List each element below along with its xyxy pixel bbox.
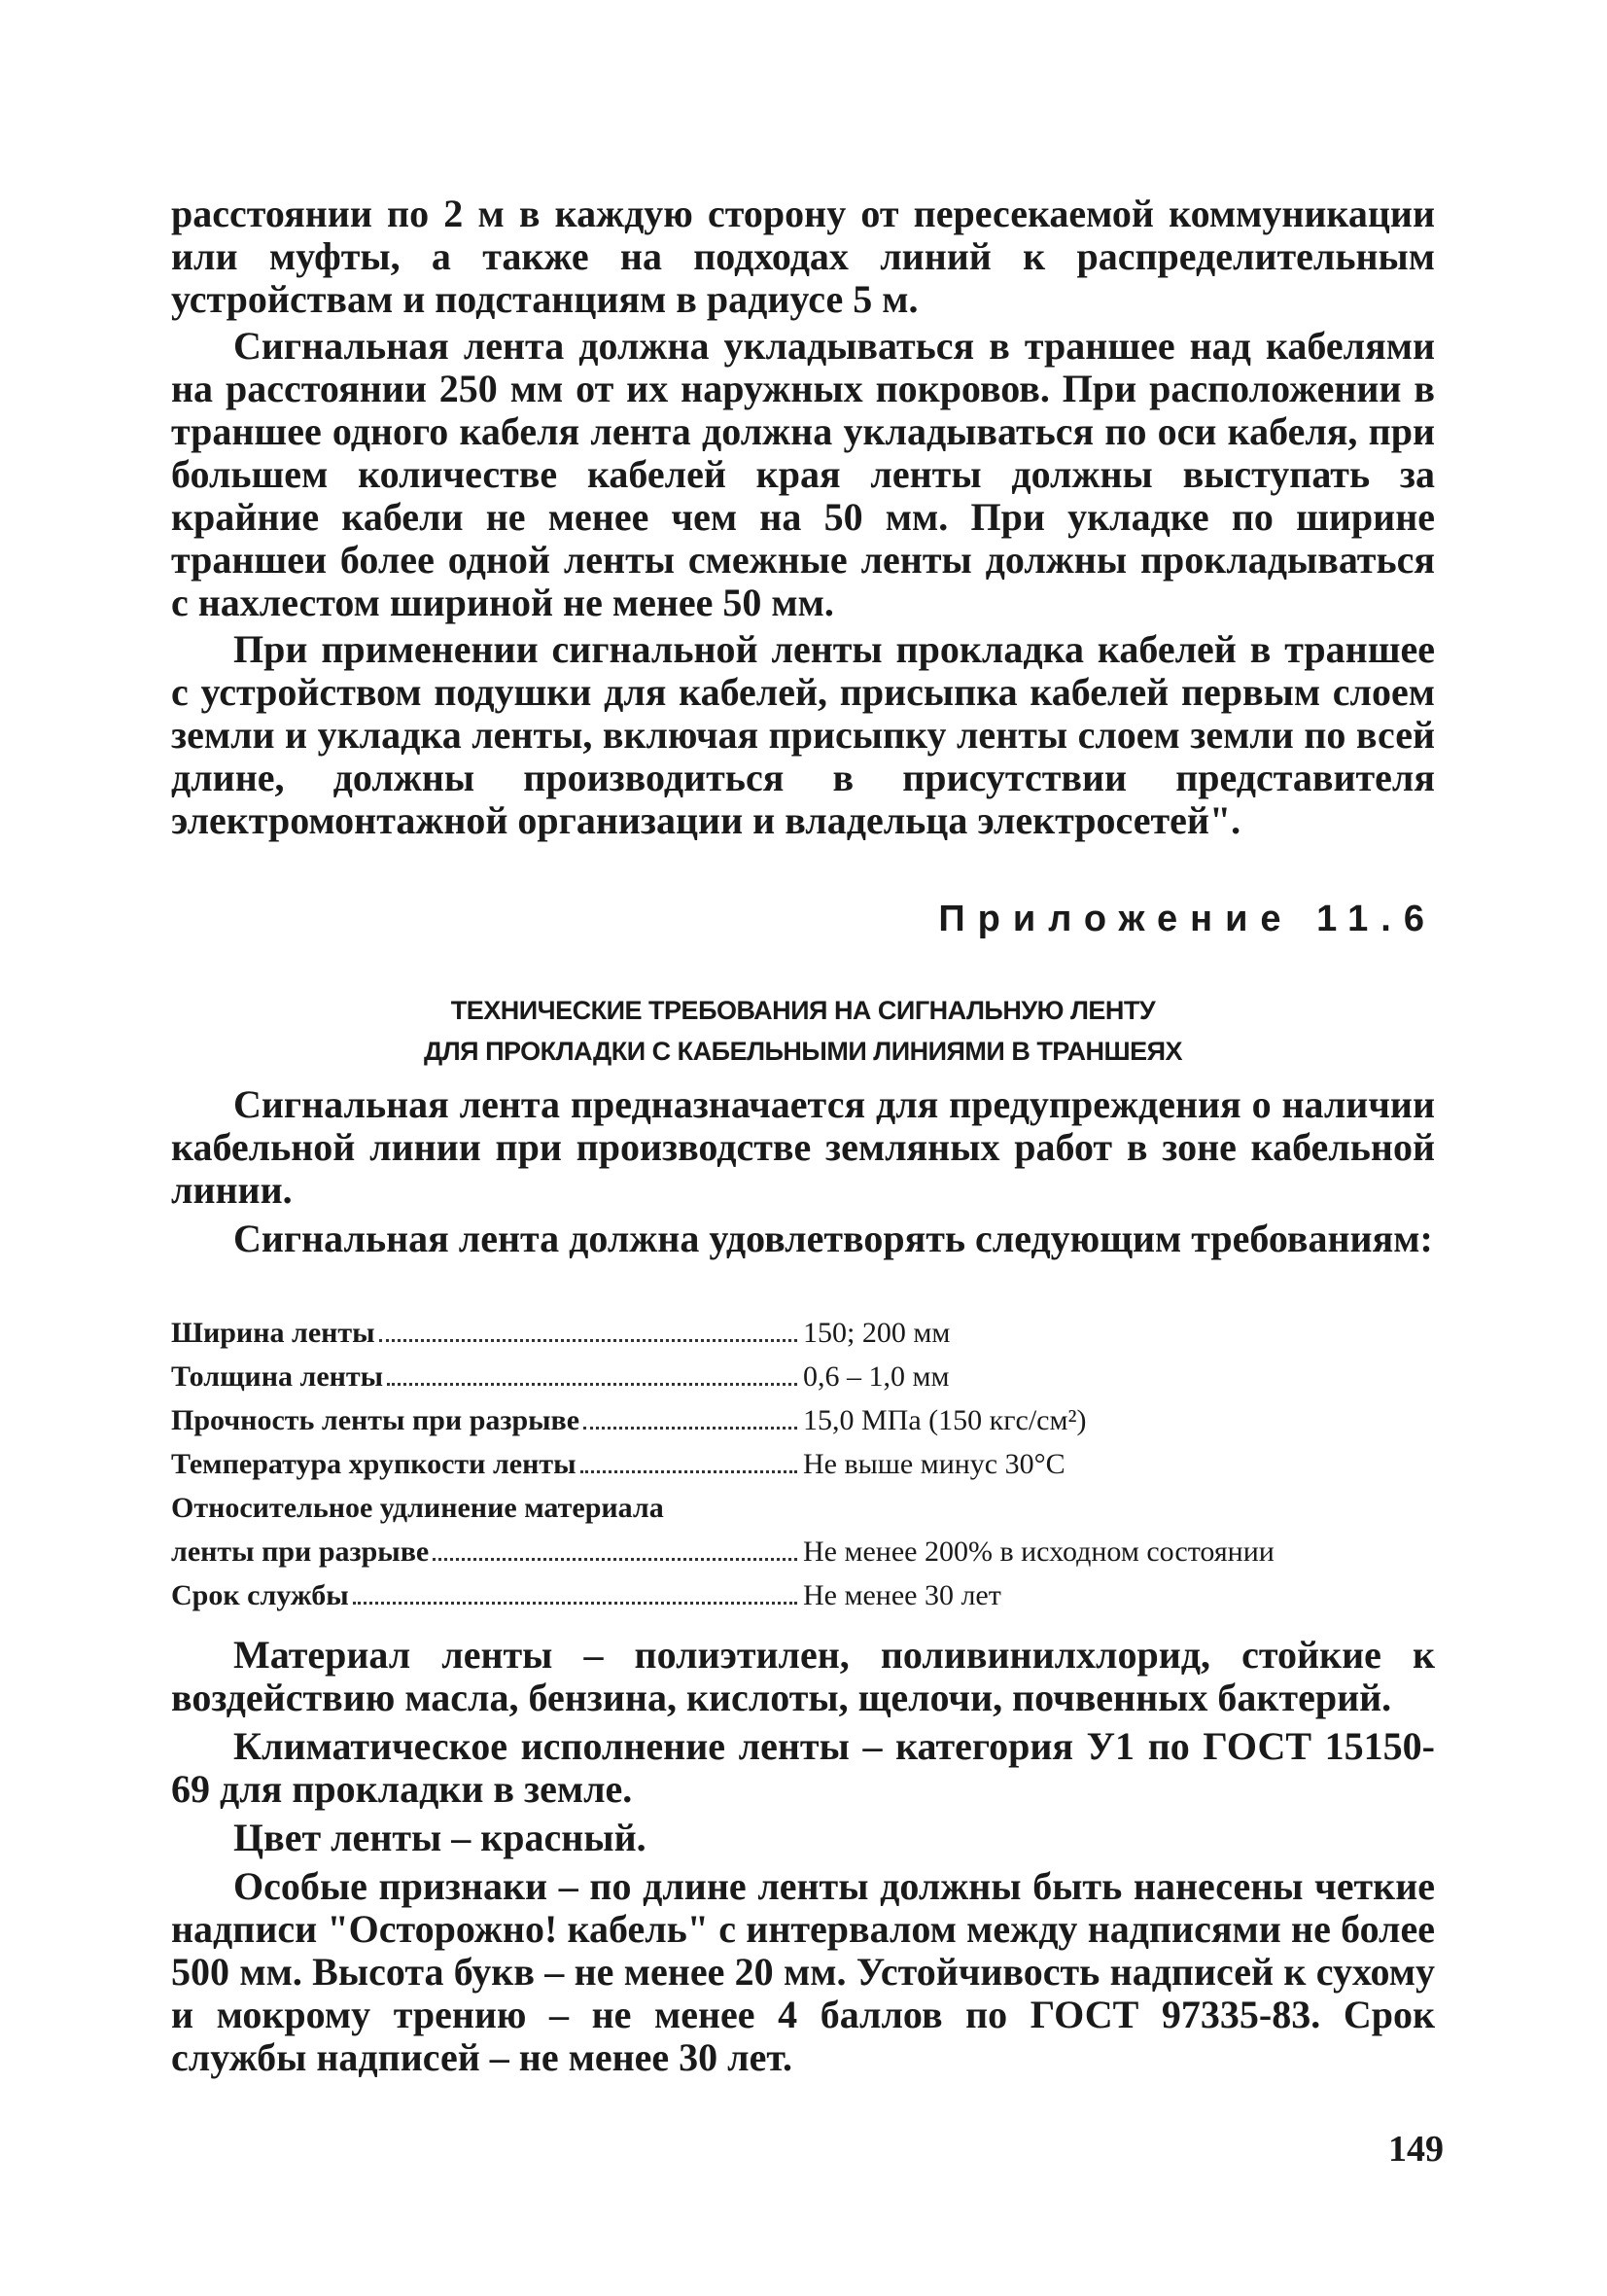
spec-name: ленты при разрыве — [171, 1536, 430, 1568]
spec-row — [171, 1573, 1445, 1617]
spec-value: Не выше минус 30°С — [803, 1448, 1066, 1480]
paragraph-color: Цвет ленты – красный. — [233, 1816, 646, 1859]
spec-name: Толщина ленты — [171, 1360, 384, 1393]
paragraph-continuation: расстоянии по 2 м в каждую сторону от пересекаемой коммуникации или муфты, а также на подходах линий к распределительным устройствам и подстанциям в радиусе 5 м. — [171, 192, 1435, 321]
leader-dots — [353, 1602, 797, 1605]
leader-dots — [379, 1339, 797, 1342]
spec-table — [171, 1311, 1445, 1617]
paragraph-tape-placement: Сигнальная лента должна укладываться в траншее над кабелями на расстоянии 250 мм от их наружных покровов. При расположении в траншее одного кабеля лента должна укладываться по оси кабеля, при большем количестве кабелей края ленты должны выступать за крайние кабели не менее чем на 50 мм. При укладке по ширине траншеи более одной ленты смежные ленты должны прокладываться с нахлестом шириной не менее 50 мм. — [171, 324, 1435, 624]
spec-row — [171, 1486, 1445, 1530]
leader-dots — [433, 1558, 797, 1561]
leader-dots — [583, 1427, 797, 1430]
spec-name: Относительное удлинение материала — [171, 1492, 664, 1524]
spec-name: Температура хрупкости ленты — [171, 1448, 576, 1480]
spec-name: Срок службы — [171, 1579, 349, 1611]
page-number: 149 — [1388, 2129, 1444, 2170]
spec-value: 0,6 – 1,0 мм — [803, 1360, 950, 1393]
spec-row — [171, 1530, 1445, 1573]
paragraph-material: Материал ленты – полиэтилен, поливинилхлорид, стойкие к воздействию масла, бензина, кислоты, щелочи, почвенных бактерий. — [171, 1633, 1435, 1719]
spec-row — [171, 1442, 1445, 1486]
spec-row — [171, 1311, 1445, 1355]
spec-value: Не менее 30 лет — [803, 1579, 1001, 1611]
heading-line-1: ТЕХНИЧЕСКИЕ ТРЕБОВАНИЯ НА СИГНАЛЬНУЮ ЛЕНТУ — [450, 996, 1156, 1025]
section-heading — [171, 990, 1435, 1072]
heading-line-2: ДЛЯ ПРОКЛАДКИ С КАБЕЛЬНЫМИ ЛИНИЯМИ В ТРАНШЕЯХ — [423, 1037, 1182, 1066]
paragraph-supervision: При применении сигнальной ленты прокладка кабелей в траншее с устройством подушки для кабелей, присыпка кабелей первым слоем земли и укладка ленты, включая присыпку ленты слоем земли по всей длине, должны производиться в присутствии представителя электромонтажной организации и владельца электросетей". — [171, 627, 1435, 842]
appendix-label: Приложение 11.6 — [938, 899, 1437, 939]
spec-value: Не менее 200% в исходном состоянии — [803, 1536, 1275, 1568]
leader-dots — [580, 1470, 797, 1473]
top-text-block — [171, 193, 1435, 842]
paragraph-purpose: Сигнальная лента предназначается для предупреждения о наличии кабельной линии при производстве земляных работ в зоне кабельной линии. — [171, 1082, 1435, 1212]
spec-name: Ширина ленты — [171, 1317, 375, 1349]
spec-row — [171, 1398, 1445, 1442]
leader-dots — [387, 1383, 797, 1386]
spec-name: Прочность ленты при разрыве — [171, 1404, 580, 1436]
spec-row — [171, 1355, 1445, 1398]
intro-text-block — [171, 1083, 1435, 1260]
bottom-text-block — [171, 1634, 1435, 2079]
spec-value: 150; 200 мм — [803, 1317, 951, 1349]
paragraph-requirements-intro: Сигнальная лента должна удовлетворять следующим требованиям: — [233, 1217, 1433, 1260]
paragraph-climate: Климатическое исполнение ленты – категория У1 по ГОСТ 15150-69 для прокладки в земле. — [171, 1724, 1435, 1811]
spec-value: 15,0 МПа (150 кгс/см²) — [803, 1404, 1087, 1436]
paragraph-markings: Особые признаки – по длине ленты должны быть нанесены четкие надписи "Осторожно! кабель" с интервалом между надписями не более 500 мм. Высота букв – не менее 20 мм. Устойчивость надписей к сухому и мокрому трению – не менее 4 баллов по ГОСТ 97335-83. Срок службы надписей – не менее 30 лет. — [171, 1864, 1435, 2079]
